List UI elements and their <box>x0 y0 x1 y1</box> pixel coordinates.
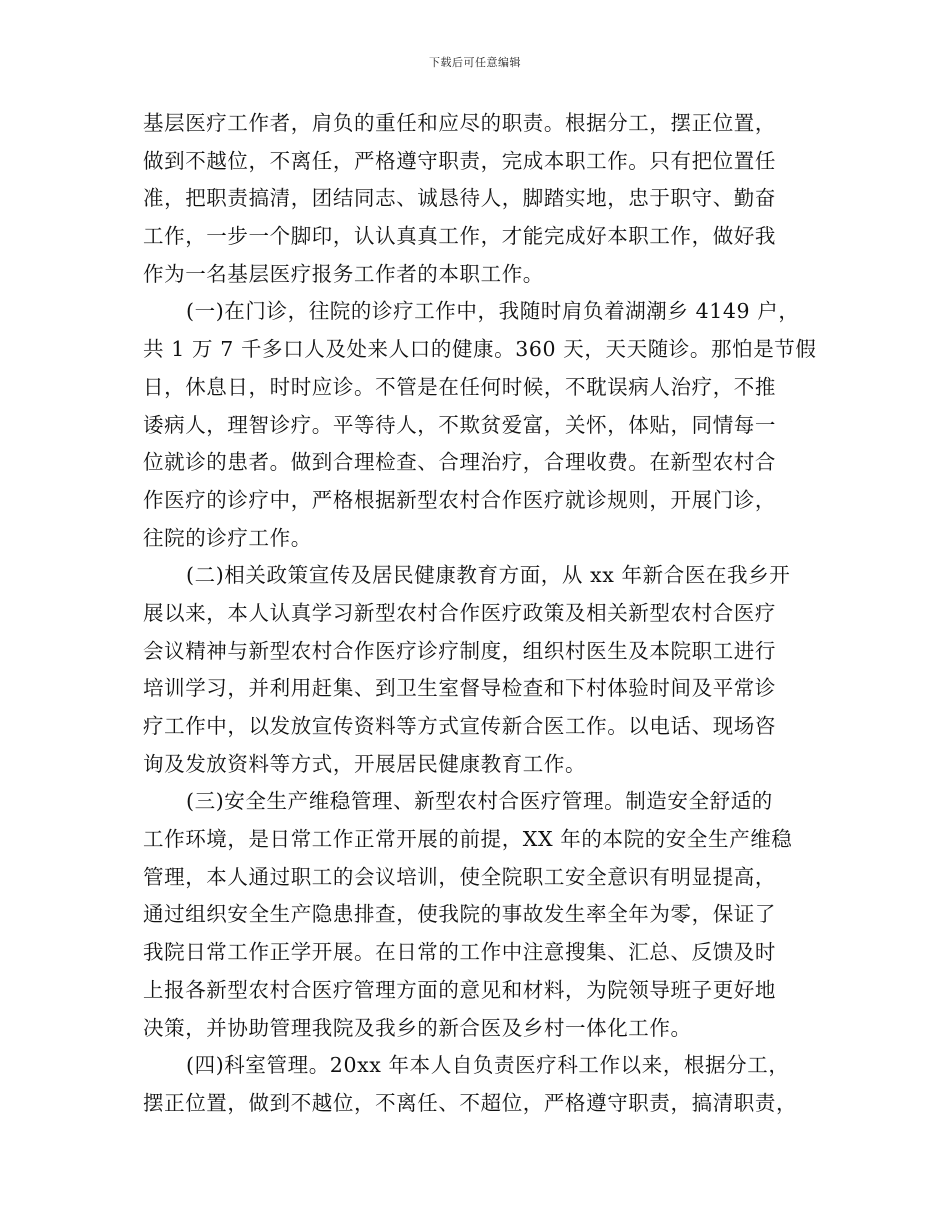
text-line: (二)相关政策宣传及居民健康教育方面，从 xx 年新合医在我乡开 <box>186 563 791 588</box>
text-line: 作医疗的诊疗中，严格根据新型农村合作医疗就诊规则，开展门诊， <box>143 487 776 512</box>
text-line: (三)安全生产维稳管理、新型农村合医疗管理。制造安全舒适的 <box>186 789 773 814</box>
text-line: 决策，并协助管理我院及我乡的新合医及乡村一体化工作。 <box>143 1015 692 1040</box>
text-line: 管理，本人通过职工的会议培训，使全院职工安全意识有明显提高， <box>143 864 776 889</box>
text-line: 疗工作中，以发放宣传资料等方式宣传新合医工作。以电话、现场咨 <box>143 714 776 738</box>
text-line: 工作，一步一个脚印，认认真真工作，才能完成好本职工作，做好我 <box>143 224 776 249</box>
document-body <box>143 105 817 1123</box>
text-line: 准，把职责搞清，团结同志、诚恳待人，脚踏实地，忠于职守、勤奋 <box>143 186 776 211</box>
text-line: 询及发放资料等方式，开展居民健康教育工作。 <box>143 751 587 776</box>
text-line: 往院的诊疗工作。 <box>143 525 312 550</box>
text-line: 摆正位置，做到不越位，不离任、不超位，严格遵守职责，搞清职责， <box>143 1090 798 1115</box>
text-line: 共 1 万 7 千多口人及处来人口的健康。360 天，天天随诊。那怕是节假 <box>143 337 817 362</box>
text-line: 日，休息日，时时应诊。不管是在任何时候，不耽误病人治疗，不推 <box>143 374 776 399</box>
text-line: 通过组织安全生产隐患排查，使我院的事故发生率全年为零，保证了 <box>143 902 776 927</box>
text-line: 培训学习，并利用赶集、到卫生室督导检查和下村体验时间及平常诊 <box>143 676 776 701</box>
text-line: 位就诊的患者。做到合理检查、合理治疗，合理收费。在新型农村合 <box>143 450 776 475</box>
page-header-note: 下载后可任意编辑 <box>429 56 521 69</box>
text-line: 我院日常工作正学开展。在日常的工作中注意搜集、汇总、反馈及时 <box>143 940 776 965</box>
text-line: 展以来，本人认真学习新型农村合作医疗政策及相关新型农村合医疗 <box>143 600 776 625</box>
text-line: 工作环境，是日常工作正常开展的前提，XX 年的本院的安全生产维稳 <box>143 827 793 852</box>
text-line: (四)科室管理。20xx 年本人自负责医疗科工作以来，根据分工， <box>186 1053 790 1078</box>
text-line: 作为一名基层医疗报务工作者的本职工作。 <box>143 261 544 286</box>
text-line: (一)在门诊，往院的诊疗工作中，我随时肩负着湖潮乡 4149 户， <box>186 299 800 324</box>
text-line: 基层医疗工作者，肩负的重任和应尽的职责。根据分工，摆正位置， <box>143 111 776 135</box>
text-line: 会议精神与新型农村合作医疗诊疗制度，组织村医生及本院职工进行 <box>143 638 776 663</box>
text-line: 上报各新型农村合医疗管理方面的意见和材料，为院领导班子更好地 <box>143 977 776 1002</box>
text-line: 做到不越位，不离任，严格遵守职责，完成本职工作。只有把位置任 <box>143 148 776 173</box>
text-line: 诿病人，理智诊疗。平等待人，不欺贫爱富，关怀，体贴，同情每一 <box>143 412 776 437</box>
